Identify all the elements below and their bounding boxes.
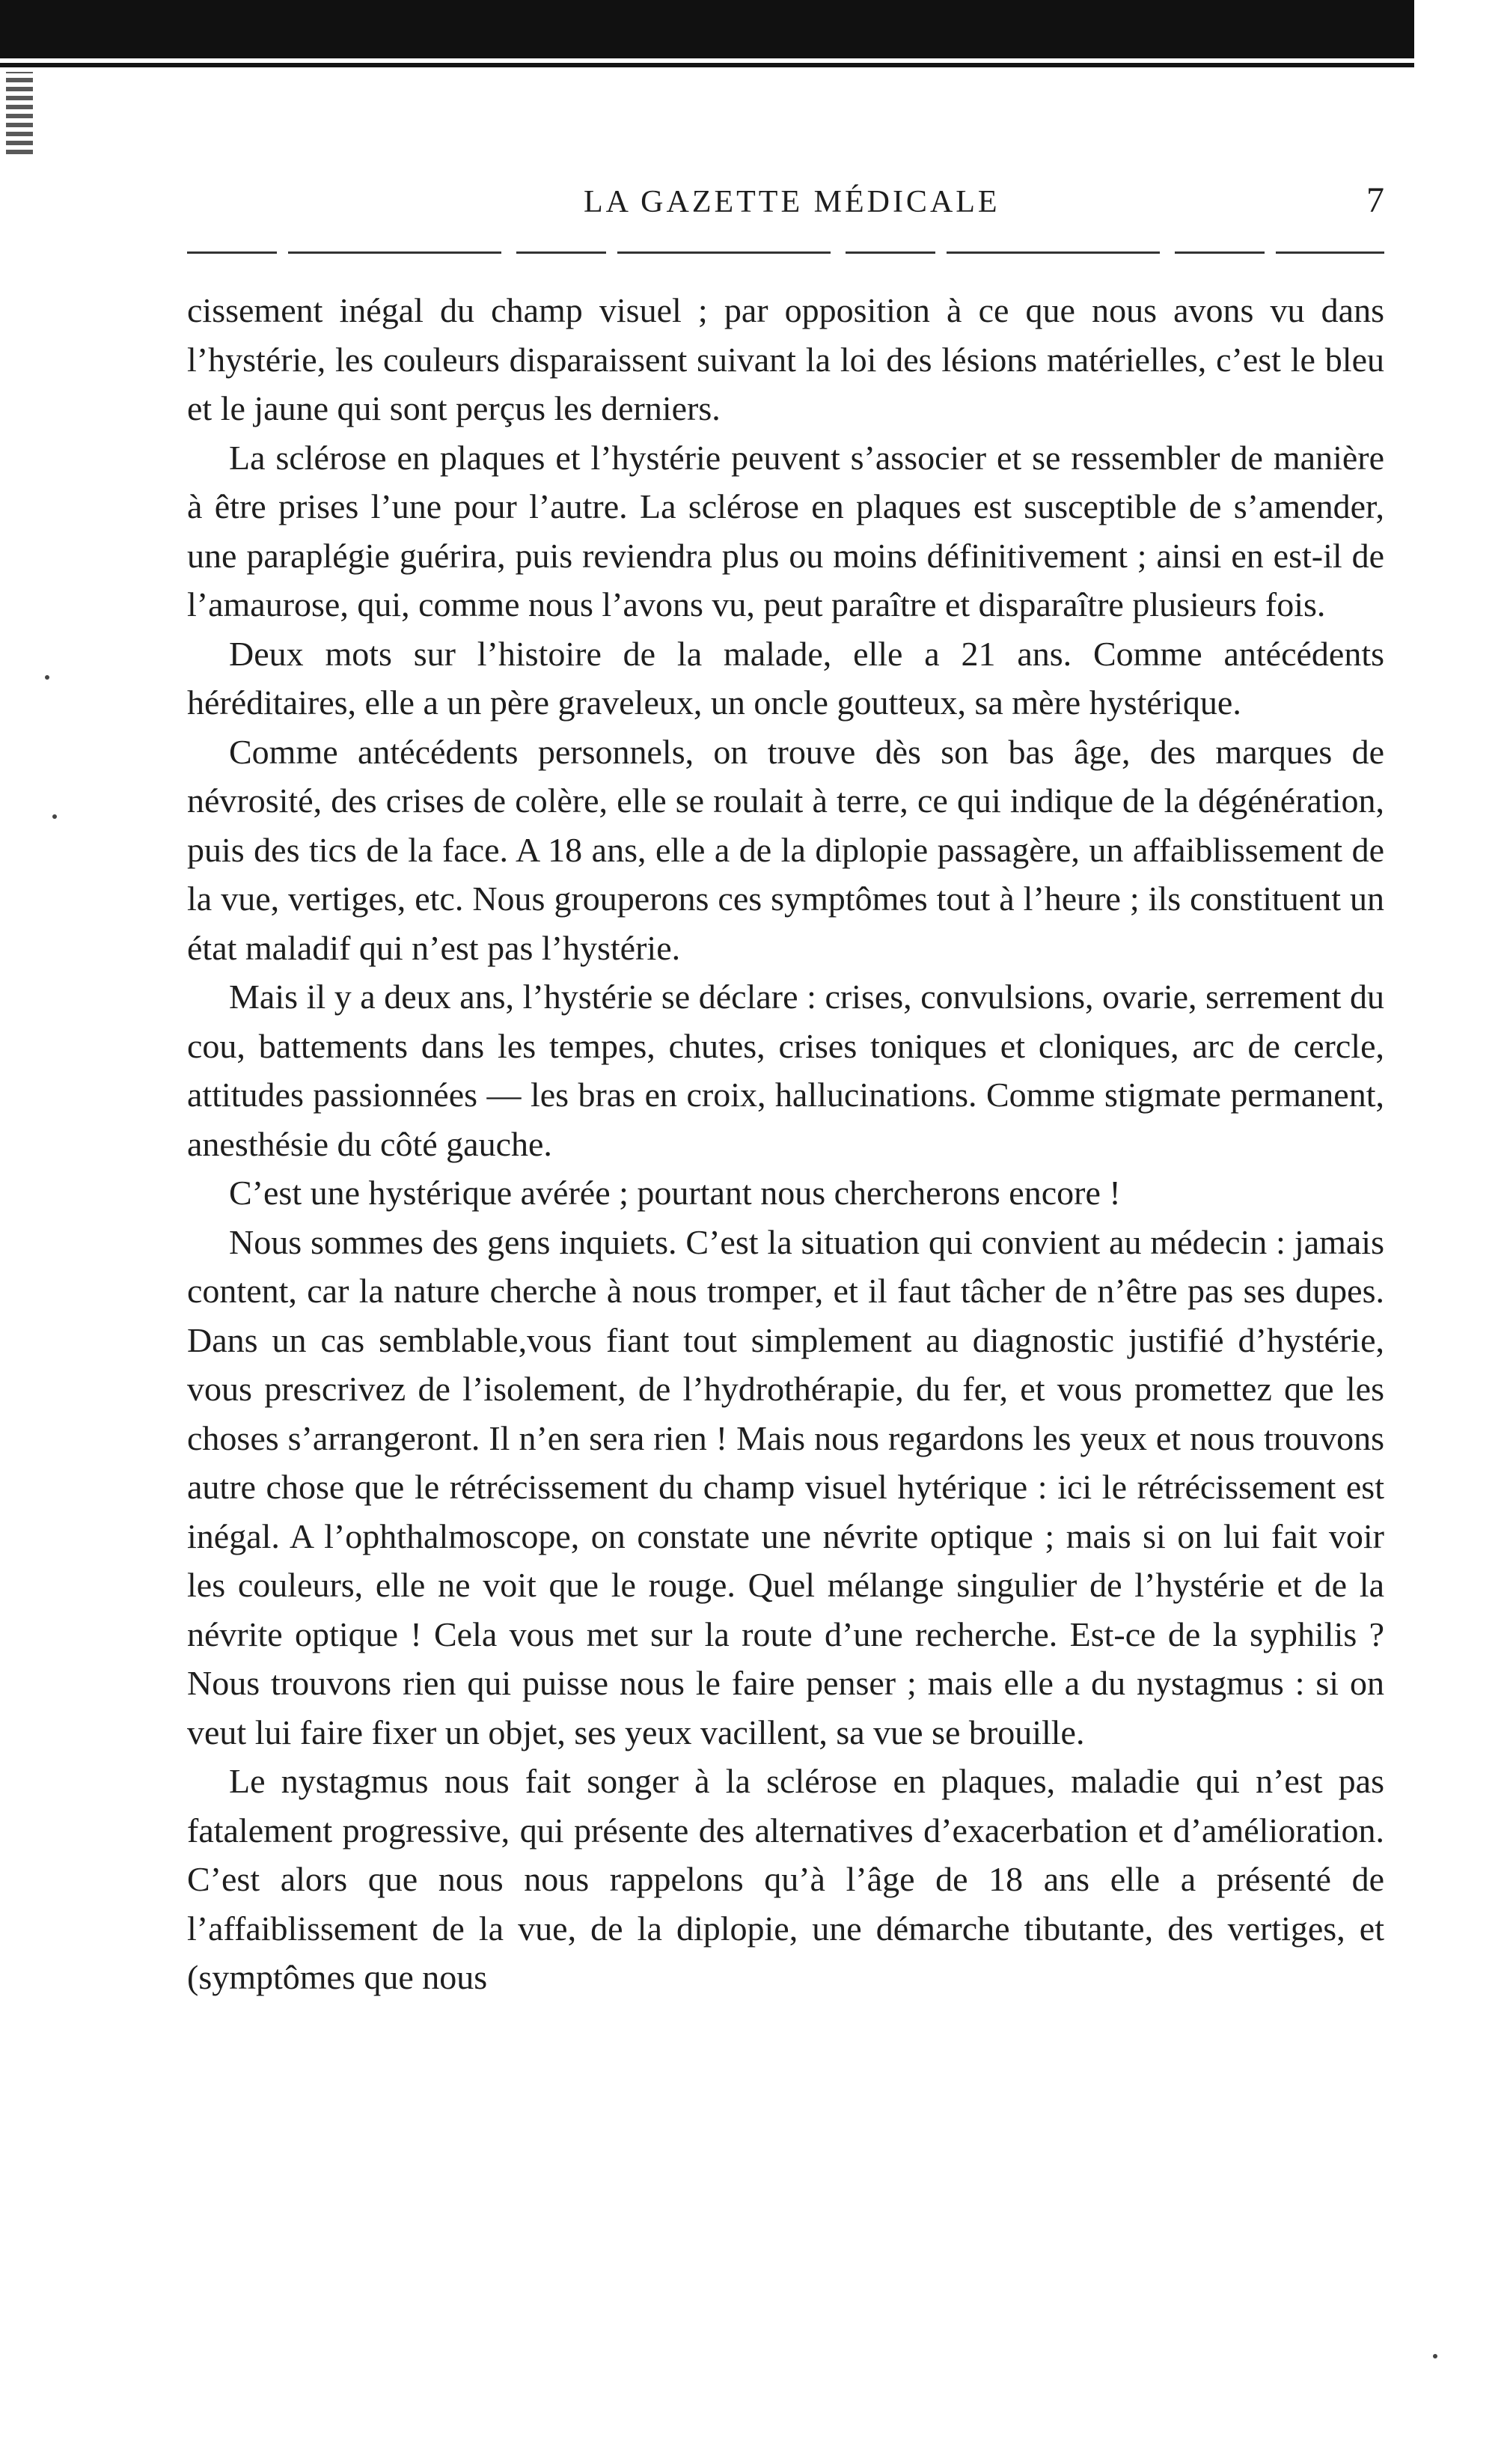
paragraph: Deux mots sur l’histoire de la malade, elle a 21 ans. Comme antécédents héréditaires, elle a un père graveleux, un oncle goutteux, sa mère hystérique.: [187, 634, 1384, 722]
paragraph: Mais il y a deux ans, l’hystérie se déclare : crises, convulsions, ovarie, serrement du cou, battements dans les tempes, chutes, crises toniques et cloniques, arc de cercle, attitudes passionnées — les bras en croix, hallucinations. Comme stigmate permanent, anesthésie du côté gauche.: [187, 978, 1384, 1163]
paragraph: Comme antécédents personnels, on trouve dès son bas âge, des marques de névrosité, des crises de colère, elle se roulait à terre, ce qui indique de la dégénération, puis des tics de la face. A 18 ans, elle a de la diplopie passagère, un affaiblissement de la vue, vertiges, etc. Nous grouperons ces symptômes tout à l’heure ; ils constituent un état maladif qui n’est pas l’hystérie.: [187, 732, 1384, 967]
scan-speck: [1433, 2354, 1437, 2358]
scan-corner-mark: [6, 72, 33, 154]
header-rule: [187, 251, 1384, 254]
body-text: [187, 286, 1384, 2002]
paragraph: Le nystagmus nous fait songer à la sclérose en plaques, maladie qui n’est pas fatalement progressive, qui présente des alternatives d’exacerbation et d’amélioration. C’est alors que nous nous rappelons qu’à l’âge de 18 ans elle a présenté de l’affaiblissement de la vue, de la diplopie, une démarche tibutante, des vertiges, et (symptômes que nous: [187, 1762, 1384, 1996]
paragraph: cissement inégal du champ visuel ; par opposition à ce que nous avons vu dans l’hystérie, les couleurs disparaissent suivant la loi des lésions matérielles, c’est le bleu et le jaune qui sont perçus les derniers.: [187, 291, 1384, 427]
running-header: [187, 180, 1384, 229]
scan-top-rule: [0, 58, 1414, 88]
scan-speck: [52, 814, 57, 819]
paragraph: C’est une hystérique avérée ; pourtant nous chercherons encore !: [229, 1174, 1121, 1212]
scan-top-border: [0, 0, 1414, 58]
page-number: 7: [1366, 180, 1384, 220]
paragraph: Nous sommes des gens inquiets. C’est la situation qui convient au médecin : jamais content, car la nature cherche à nous tromper, et il faut tâcher de n’être pas ses dupes. Dans un cas semblable,vous fiant tout simplement au diagnostic justifié d’hystérie, vous prescrivez de l’isolement, de l’hydrothérapie, du fer, et vous promettez que les choses s’arrangeront. Il n’en sera rien ! Mais nous regardons les yeux et nous trouvons autre chose que le rétrécissement du champ visuel hytérique : ici le rétrécissement est inégal. A l’ophthalmoscope, on constate une névrite optique ; mais si on lui fait voir les couleurs, elle ne voit que le rouge. Quel mélange singulier de l’hystérie et de la névrite optique ! Cela vous met sur la route d’une recherche. Est-ce de la syphilis ? Nous trouvons rien qui puisse nous le faire penser ; mais elle a du nystagmus : si on veut lui faire fixer un objet, ses yeux vacillent, sa vue se brouille.: [187, 1222, 1384, 1751]
scan-speck: [45, 675, 49, 680]
paragraph: La sclérose en plaques et l’hystérie peuvent s’associer et se ressembler de manière à être prises l’une pour l’autre. La sclérose en plaques est susceptible de s’amender, une paraplégie guérira, puis reviendra plus ou moins définitivement ; ainsi en est-il de l’amaurose, qui, comme nous l’avons vu, peut paraître et disparaître plusieurs fois.: [187, 438, 1384, 623]
journal-title: LA GAZETTE MÉDICALE: [584, 185, 1000, 219]
